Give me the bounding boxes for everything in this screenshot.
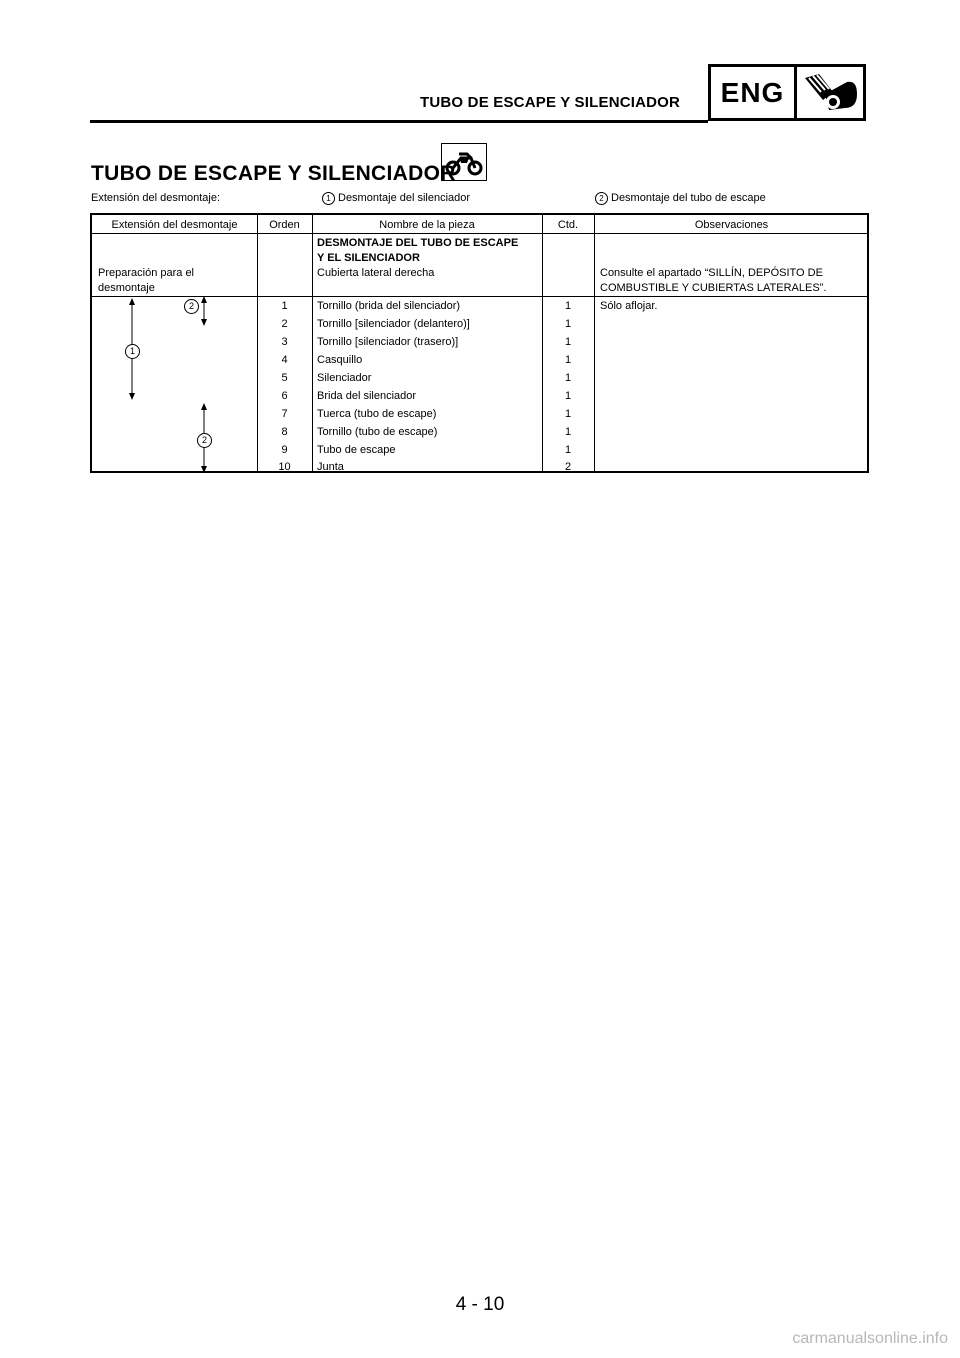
row-order: 9 <box>281 444 288 456</box>
procedure-heading <box>317 236 518 266</box>
procedure-heading-line: DESMONTAJE DEL TUBO DE ESCAPE <box>317 237 519 249</box>
col-header-obs: Observaciones <box>694 219 769 231</box>
extent-item-2 <box>595 192 766 205</box>
row-part: Tornillo [silenciador (trasero)] <box>317 336 459 348</box>
row-qty: 1 <box>564 336 572 348</box>
column-divider <box>594 215 595 471</box>
row-order: 4 <box>281 354 288 366</box>
preparation-line: Preparación para el <box>98 267 195 279</box>
preparation-observation <box>600 266 826 296</box>
page-number: 4 - 10 <box>455 1294 505 1315</box>
preparation-part: Cubierta lateral derecha <box>317 267 435 279</box>
wrench-bolt-icon <box>797 67 863 118</box>
row-order: 10 <box>278 461 291 473</box>
motorcycle-icon <box>441 143 487 181</box>
eng-badge <box>708 64 866 121</box>
range-marker: 1 <box>125 344 140 359</box>
row-part: Tubo de escape <box>317 444 396 456</box>
watermark: carmanualsonline.info <box>792 1330 948 1347</box>
row-order: 3 <box>281 336 288 348</box>
circle-number: 1 <box>322 192 335 205</box>
preparation-line: desmontaje <box>98 282 155 294</box>
extent-item-text: Desmontaje del tubo de escape <box>611 192 766 204</box>
header-divider <box>92 233 867 234</box>
row-qty: 1 <box>564 372 572 384</box>
col-header-extent: Extensión del desmontaje <box>111 219 238 231</box>
row-part: Silenciador <box>317 372 372 384</box>
disassembly-table <box>90 213 869 473</box>
row-order: 2 <box>281 318 288 330</box>
extent-item-text: Desmontaje del silenciador <box>338 192 471 204</box>
header-rule <box>90 120 708 123</box>
header-title: TUBO DE ESCAPE Y SILENCIADOR <box>420 94 681 111</box>
row-qty: 1 <box>564 318 572 330</box>
row-part: Brida del silenciador <box>317 390 417 402</box>
procedure-heading-line: Y EL SILENCIADOR <box>317 252 420 264</box>
row-part: Tornillo (tubo de escape) <box>317 426 438 438</box>
row-qty: 1 <box>564 354 572 366</box>
row-qty: 2 <box>564 461 572 473</box>
row-order: 1 <box>281 300 288 312</box>
preparation-observation-line: COMBUSTIBLE Y CUBIERTAS LATERALES”. <box>600 282 827 294</box>
column-divider <box>312 215 313 471</box>
row-qty: 1 <box>564 426 572 438</box>
row-order: 6 <box>281 390 288 402</box>
col-header-qty: Ctd. <box>557 219 579 231</box>
row-part: Tornillo [silenciador (delantero)] <box>317 318 470 330</box>
row-qty: 1 <box>564 444 572 456</box>
eng-label: ENG <box>711 67 797 118</box>
row-order: 8 <box>281 426 288 438</box>
row-order: 7 <box>281 408 288 420</box>
preparation-label <box>98 266 194 296</box>
row-part: Junta <box>317 461 344 473</box>
extent-label: Extensión del desmontaje: <box>91 192 221 204</box>
circle-number: 2 <box>595 192 608 205</box>
preparation-observation-line: Consulte el apartado “SILLÍN, DEPÓSITO DE <box>600 267 823 279</box>
row-observation: Sólo aflojar. <box>600 300 658 312</box>
col-header-part: Nombre de la pieza <box>379 219 475 231</box>
range-marker: 2 <box>197 433 212 448</box>
row-qty: 1 <box>564 390 572 402</box>
row-qty: 1 <box>564 408 572 420</box>
extent-item-1 <box>322 192 470 205</box>
range-marker: 2 <box>184 299 199 314</box>
row-part: Tuerca (tubo de escape) <box>317 408 437 420</box>
row-order: 5 <box>281 372 288 384</box>
row-part: Tornillo (brida del silenciador) <box>317 300 461 312</box>
row-qty: 1 <box>564 300 572 312</box>
row-part: Casquillo <box>317 354 363 366</box>
range-arrows <box>92 293 257 473</box>
col-header-order: Orden <box>269 219 300 231</box>
range-arrow-2a-icon <box>201 296 207 326</box>
section-title: TUBO DE ESCAPE Y SILENCIADOR <box>91 162 456 185</box>
